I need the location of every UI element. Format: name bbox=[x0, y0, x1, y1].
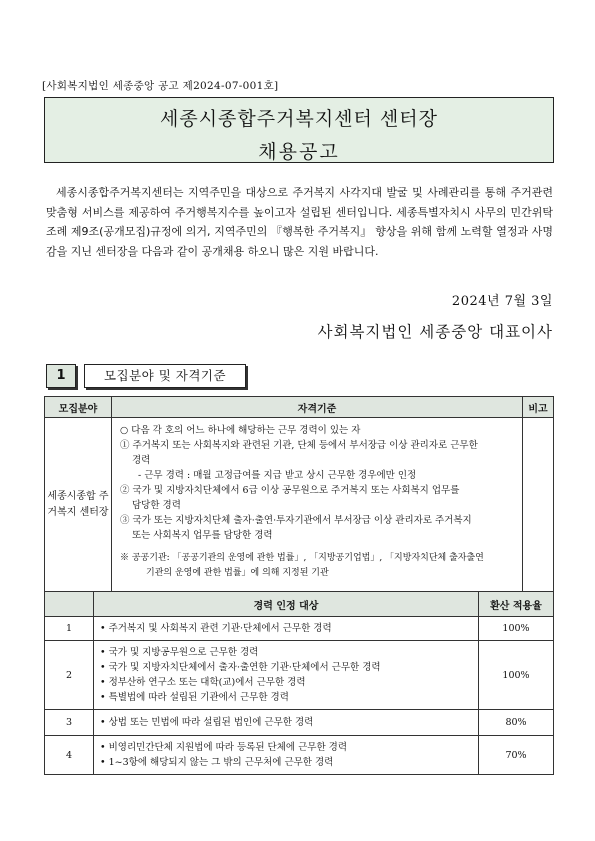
criteria-line: 담당한 경력 bbox=[132, 500, 181, 511]
criteria-cell bbox=[112, 418, 523, 592]
row-description bbox=[94, 710, 479, 736]
row-item: • 상법 또는 민법에 따라 설립된 법인에 근무한 경력 bbox=[100, 717, 314, 728]
row-rate: 80% bbox=[479, 710, 554, 736]
criteria-line: 경력 bbox=[132, 455, 151, 466]
table-row bbox=[45, 418, 554, 592]
table-header-row bbox=[45, 397, 554, 418]
section-number: 1 bbox=[46, 364, 76, 388]
criteria-line: ③ 국가 또는 지방자치단체 출자·출연·투자기관에서 부서장급 이상 관리자로 주거복지 bbox=[120, 515, 472, 526]
row-number: 2 bbox=[45, 641, 94, 710]
header-criteria: 자격기준 bbox=[112, 397, 523, 418]
header-field: 모집분야 bbox=[45, 397, 112, 418]
row-number: 1 bbox=[45, 617, 94, 641]
table-header-row bbox=[45, 592, 554, 617]
header-no bbox=[45, 592, 94, 617]
footnote-line: ※ 공공기관: 「공공기관의 운영에 관한 법률」, 「지방공기업법」, 「지방자치단체 출자출연 bbox=[120, 553, 484, 563]
row-item: • 국가 및 지방자치단체에서 출자·출연한 기관·단체에서 근무한 경력 bbox=[100, 662, 381, 673]
qualification-table bbox=[44, 396, 554, 592]
row-item: • 주거복지 및 사회복지 관련 기관·단체에서 근무한 경력 bbox=[100, 623, 332, 634]
section-title: 모집분야 및 자격기준 bbox=[84, 364, 246, 388]
notice-number: [사회복지법인 세종중앙 공고 제2024-07-001호] bbox=[42, 80, 279, 92]
table-row bbox=[45, 617, 554, 641]
criteria-line: ① 주거복지 또는 사회복지와 관련된 기관, 단체 등에서 부서장급 이상 관리자로 근무한 bbox=[120, 440, 478, 451]
row-item: • 정부산하 연구소 또는 대학(교)에서 근무한 경력 bbox=[100, 677, 306, 688]
note-cell bbox=[523, 418, 554, 592]
row-number: 4 bbox=[45, 736, 94, 775]
intro-paragraph: 세종시종합주거복지센터는 지역주민을 대상으로 주거복지 사각지대 발굴 및 사례관리를 통해 주거관련 맞춤형 서비스를 제공하여 주거행복지수를 높이고자 설립된 센터입니다. 세종특별자치시 사무의 민간위탁조례 제9조(공개모집)규정에 의거, 지역주민의 『행복한 주거복지』 향상을 위해 함께 노력할 열정과 사명감을 지닌 센터장을 다음과 같이 공개채용 하오니 많은 지원 바랍니다. bbox=[46, 186, 553, 258]
header-note: 비고 bbox=[523, 397, 554, 418]
page-subtitle: 채용공고 bbox=[258, 141, 340, 163]
footnote bbox=[120, 551, 516, 581]
title-box bbox=[44, 97, 554, 163]
header-target: 경력 인정 대상 bbox=[94, 592, 479, 617]
criteria-line: ○ 다음 각 호의 어느 하나에 해당하는 근무 경력이 있는 자 bbox=[120, 425, 361, 436]
row-rate: 100% bbox=[479, 617, 554, 641]
field-cell: 세종시종합 주거복지 센터장 bbox=[45, 418, 112, 592]
row-description bbox=[94, 736, 479, 775]
table-row bbox=[45, 710, 554, 736]
row-item: • 1~3항에 해당되지 않는 그 밖의 근무처에 근무한 경력 bbox=[100, 757, 334, 768]
criteria-line: 또는 사회복지 업무를 담당한 경력 bbox=[132, 530, 273, 541]
signature: 사회복지법인 세종중앙 대표이사 bbox=[317, 323, 553, 341]
row-number: 3 bbox=[45, 710, 94, 736]
row-item: • 특별법에 따라 설립된 기관에서 근무한 경력 bbox=[100, 692, 289, 703]
notice-date: 2024년 7월 3일 bbox=[451, 294, 553, 309]
row-description bbox=[94, 617, 479, 641]
row-item: • 국가 및 지방공무원으로 근무한 경력 bbox=[100, 647, 259, 658]
row-rate: 70% bbox=[479, 736, 554, 775]
row-item: • 비영리민간단체 지원법에 따라 등록된 단체에 근무한 경력 bbox=[100, 742, 347, 753]
footnote-line: 기관의 운영에 관한 법률」에 의해 지정된 기관 bbox=[146, 568, 329, 578]
table-row bbox=[45, 641, 554, 710]
row-description bbox=[94, 641, 479, 710]
experience-table bbox=[44, 591, 554, 775]
header-rate: 환산 적용율 bbox=[479, 592, 554, 617]
table-row bbox=[45, 736, 554, 775]
row-rate: 100% bbox=[479, 641, 554, 710]
criteria-line: - 근무 경력 : 매월 고정급여를 지급 받고 상시 근무한 경우에만 인정 bbox=[138, 470, 417, 481]
criteria-line: ② 국가 및 지방자치단체에서 6급 이상 공무원으로 주거복지 또는 사회복지 업무를 bbox=[120, 485, 460, 496]
page-title: 세종시종합주거복지센터 센터장 bbox=[160, 108, 438, 130]
